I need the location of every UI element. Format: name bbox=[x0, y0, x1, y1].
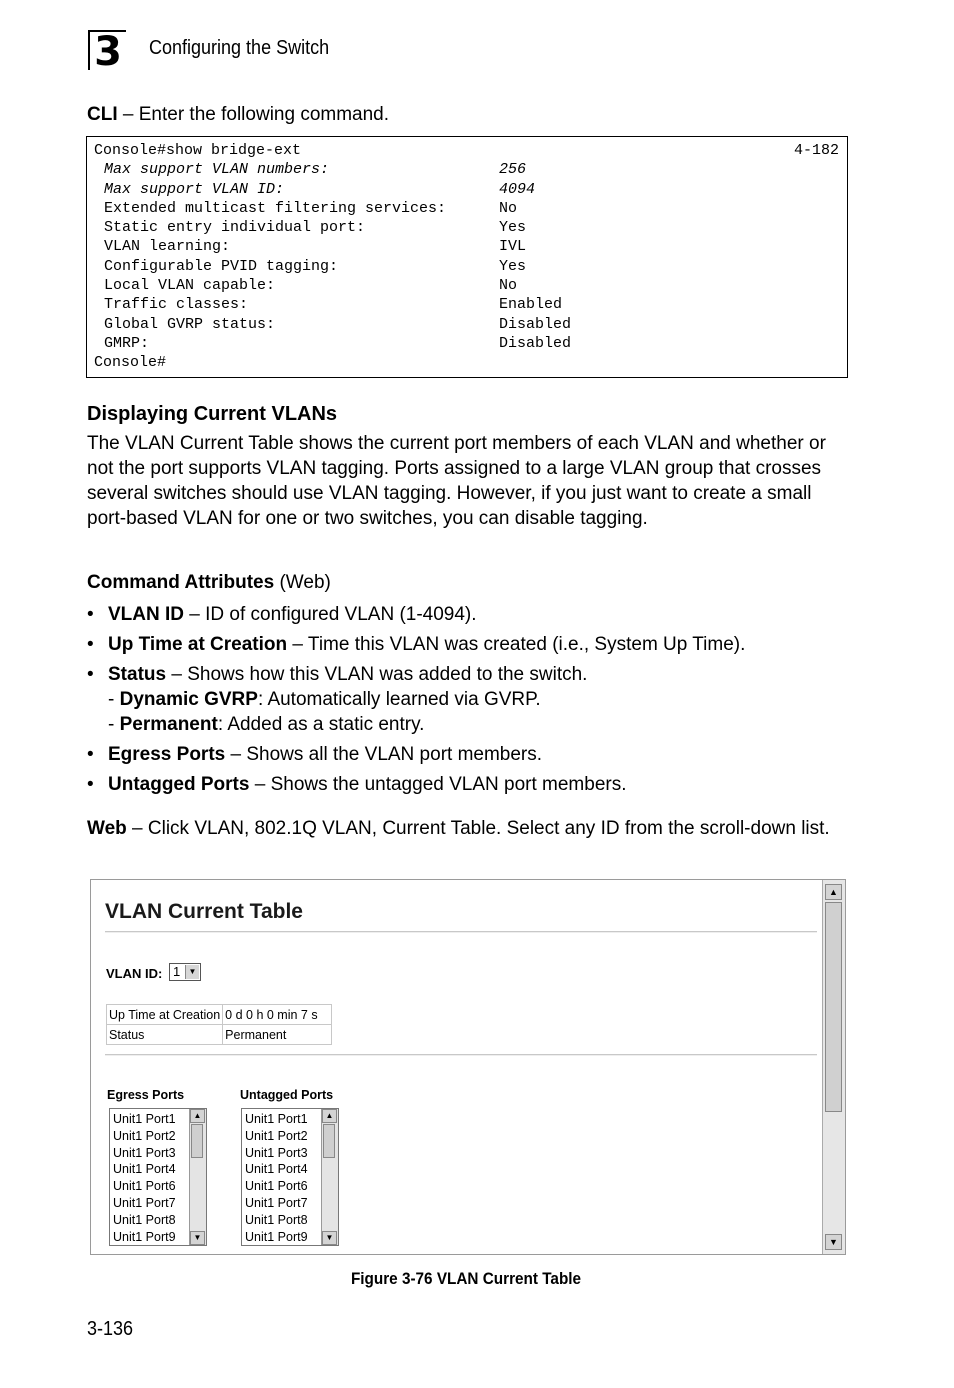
cli-output-row bbox=[94, 257, 847, 276]
cli-lead: CLI bbox=[87, 104, 118, 125]
cli-field-name: Max support VLAN numbers: bbox=[104, 161, 330, 179]
cli-field-name: GMRP: bbox=[104, 334, 150, 352]
section-heading: Displaying Current VLANs bbox=[87, 403, 338, 425]
web-lead: Web bbox=[87, 818, 127, 839]
cli-intro-text: – Enter the following command. bbox=[117, 104, 390, 125]
uptime-label: Up Time at Creation bbox=[107, 1005, 223, 1025]
list-item: • Egress Ports – Shows all the VLAN port members. bbox=[87, 744, 543, 765]
attribute-list bbox=[87, 602, 847, 802]
cli-field-value: Yes bbox=[499, 219, 527, 237]
definition: – ID of configured VLAN (1-4094). bbox=[184, 604, 477, 625]
web-page-panel bbox=[91, 880, 823, 1254]
list-item[interactable]: Unit1 Port9 bbox=[245, 1229, 308, 1244]
sub-dash: - bbox=[108, 689, 120, 710]
definition: – Shows all the VLAN port members. bbox=[225, 744, 543, 765]
figure-caption: Figure 3-76 VLAN Current Table bbox=[350, 1269, 582, 1288]
untagged-ports-list[interactable] bbox=[241, 1108, 339, 1246]
list-item[interactable]: Unit1 Port2 bbox=[113, 1128, 176, 1143]
cli-field-value: IVL bbox=[499, 238, 527, 256]
term: Egress Ports bbox=[108, 744, 226, 765]
table-row bbox=[107, 1025, 332, 1045]
chevron-up-icon[interactable]: ▲ bbox=[322, 1109, 337, 1123]
list-item[interactable]: Unit1 Port7 bbox=[113, 1195, 176, 1210]
cli-field-value: 4094 bbox=[499, 180, 536, 198]
list-item[interactable]: Unit1 Port6 bbox=[113, 1179, 176, 1194]
cli-field-name: Static entry individual port: bbox=[104, 219, 366, 237]
vlan-id-label: VLAN ID: bbox=[106, 966, 163, 981]
attrs-lead: Command Attributes bbox=[87, 572, 275, 593]
cli-field-name: Configurable PVID tagging: bbox=[104, 257, 339, 275]
vlan-id-value: 1 bbox=[173, 964, 181, 979]
scroll-thumb[interactable] bbox=[323, 1124, 335, 1158]
cli-output-row bbox=[94, 276, 847, 295]
cli-output-row bbox=[94, 199, 847, 218]
list-item: • Status – Shows how this VLAN was added to the switch. - Dynamic GVRP: Automatically learned via GVRP. - Permanent: Added as a static entry. bbox=[87, 664, 588, 735]
list-item[interactable]: Unit1 Port3 bbox=[113, 1145, 176, 1160]
list-item: • Untagged Ports – Shows the untagged VLAN port members. bbox=[87, 774, 627, 795]
list-item[interactable]: Unit1 Port9 bbox=[113, 1229, 176, 1244]
web-text: – Click VLAN, 802.1Q VLAN, Current Table. Select any ID from the scroll-down list. bbox=[126, 818, 830, 839]
definition: – Shows how this VLAN was added to the switch. bbox=[166, 664, 588, 685]
chevron-up-icon[interactable]: ▲ bbox=[825, 884, 842, 900]
list-item[interactable]: Unit1 Port8 bbox=[113, 1212, 176, 1227]
cli-intro bbox=[87, 102, 847, 127]
list-item[interactable]: Unit1 Port3 bbox=[245, 1145, 308, 1160]
chapter-number: 3 bbox=[88, 30, 126, 70]
list-item: • VLAN ID – ID of configured VLAN (1-4094). bbox=[87, 604, 477, 625]
term: Dynamic GVRP bbox=[119, 689, 258, 710]
list-item[interactable]: Unit1 Port4 bbox=[245, 1162, 308, 1177]
page-title: VLAN Current Table bbox=[105, 900, 303, 923]
cli-field-name: Global GVRP status: bbox=[104, 315, 276, 333]
egress-ports-label: Egress Ports bbox=[107, 1088, 185, 1102]
term: VLAN ID bbox=[108, 604, 184, 625]
definition: – Shows the untagged VLAN port members. bbox=[249, 774, 627, 795]
attrs-tail: (Web) bbox=[274, 572, 331, 593]
divider bbox=[105, 931, 817, 933]
command-attributes bbox=[87, 570, 847, 595]
cli-field-name: Extended multicast filtering services: bbox=[104, 199, 447, 217]
list-item[interactable]: Unit1 Port1 bbox=[113, 1112, 176, 1126]
web-instruction bbox=[87, 816, 847, 841]
cli-field-value: Yes bbox=[499, 257, 527, 275]
section-body: The VLAN Current Table shows the current port members of each VLAN and whether or not the port supports VLAN tagging. Ports assigned to a large VLAN group that crosses several switches should use VLAN tagging. However, if you just want to create a small port-based VLAN for one or two switches, you can disable tagging. bbox=[87, 433, 826, 529]
chevron-down-icon[interactable]: ▼ bbox=[825, 1234, 842, 1250]
scroll-thumb[interactable] bbox=[191, 1124, 203, 1158]
cli-field-value: Disabled bbox=[499, 334, 572, 352]
definition: : Automatically learned via GVRP. bbox=[257, 689, 541, 710]
cli-output-row bbox=[94, 160, 847, 179]
page-scrollbar[interactable] bbox=[822, 880, 845, 1254]
status-value: Permanent bbox=[223, 1025, 332, 1045]
list-item: • Up Time at Creation – Time this VLAN was created (i.e., System Up Time). bbox=[87, 634, 746, 655]
list-item[interactable]: Unit1 Port6 bbox=[245, 1179, 308, 1194]
sub-dash: - bbox=[108, 714, 120, 735]
term: Status bbox=[108, 664, 167, 685]
cli-output-row bbox=[94, 315, 847, 334]
chevron-down-icon[interactable]: ▼ bbox=[322, 1231, 337, 1245]
egress-ports-list[interactable] bbox=[109, 1108, 207, 1246]
cli-prompt: Console# bbox=[94, 354, 167, 372]
term: Up Time at Creation bbox=[108, 634, 288, 655]
cli-output-row bbox=[94, 218, 847, 237]
uptime-value: 0 d 0 h 0 min 7 s bbox=[223, 1005, 332, 1025]
cli-reference: 4-182 bbox=[793, 142, 839, 159]
list-item[interactable]: Unit1 Port4 bbox=[113, 1162, 176, 1177]
table-row bbox=[107, 1005, 332, 1025]
cli-field-value: No bbox=[499, 199, 518, 217]
cli-field-name: Traffic classes: bbox=[104, 296, 249, 314]
term: Untagged Ports bbox=[108, 774, 250, 795]
cli-field-value: Disabled bbox=[499, 315, 572, 333]
cli-output-row bbox=[94, 180, 847, 199]
cli-output-row bbox=[94, 295, 847, 314]
list-item[interactable]: Unit1 Port8 bbox=[245, 1212, 308, 1227]
chevron-down-icon[interactable]: ▼ bbox=[185, 965, 199, 979]
vlan-info-table bbox=[106, 1004, 332, 1045]
divider bbox=[105, 1054, 817, 1056]
cli-field-name: Local VLAN capable: bbox=[104, 277, 276, 295]
cli-field-value: Enabled bbox=[499, 296, 563, 314]
cli-output-box bbox=[86, 136, 848, 378]
cli-field-name: VLAN learning: bbox=[104, 238, 231, 256]
cli-output-row bbox=[94, 237, 847, 256]
cli-field-value: 256 bbox=[499, 161, 527, 179]
cli-command: Console#show bridge-ext bbox=[94, 142, 302, 159]
scrollbar[interactable] bbox=[189, 1109, 206, 1245]
cli-output-row bbox=[94, 334, 847, 353]
page-number: 3-136 bbox=[87, 1318, 134, 1340]
scrollbar[interactable] bbox=[321, 1109, 338, 1245]
list-item[interactable]: Unit1 Port1 bbox=[245, 1112, 308, 1126]
scroll-thumb[interactable] bbox=[825, 902, 842, 1112]
vlan-current-table-screenshot bbox=[90, 879, 846, 1255]
list-item[interactable]: Unit1 Port7 bbox=[245, 1195, 308, 1210]
chapter-title: Configuring the Switch bbox=[149, 37, 330, 59]
vlan-id-select[interactable] bbox=[169, 963, 201, 981]
cli-field-name: Max support VLAN ID: bbox=[104, 180, 285, 198]
definition: : Added as a static entry. bbox=[217, 714, 425, 735]
chevron-up-icon[interactable]: ▲ bbox=[190, 1109, 205, 1123]
untagged-ports-label: Untagged Ports bbox=[240, 1088, 334, 1102]
term: Permanent bbox=[119, 714, 218, 735]
status-label: Status bbox=[107, 1025, 223, 1045]
cli-field-value: No bbox=[499, 277, 518, 295]
list-item[interactable]: Unit1 Port2 bbox=[245, 1128, 308, 1143]
chevron-down-icon[interactable]: ▼ bbox=[190, 1231, 205, 1245]
definition: – Time this VLAN was created (i.e., System Up Time). bbox=[287, 634, 746, 655]
